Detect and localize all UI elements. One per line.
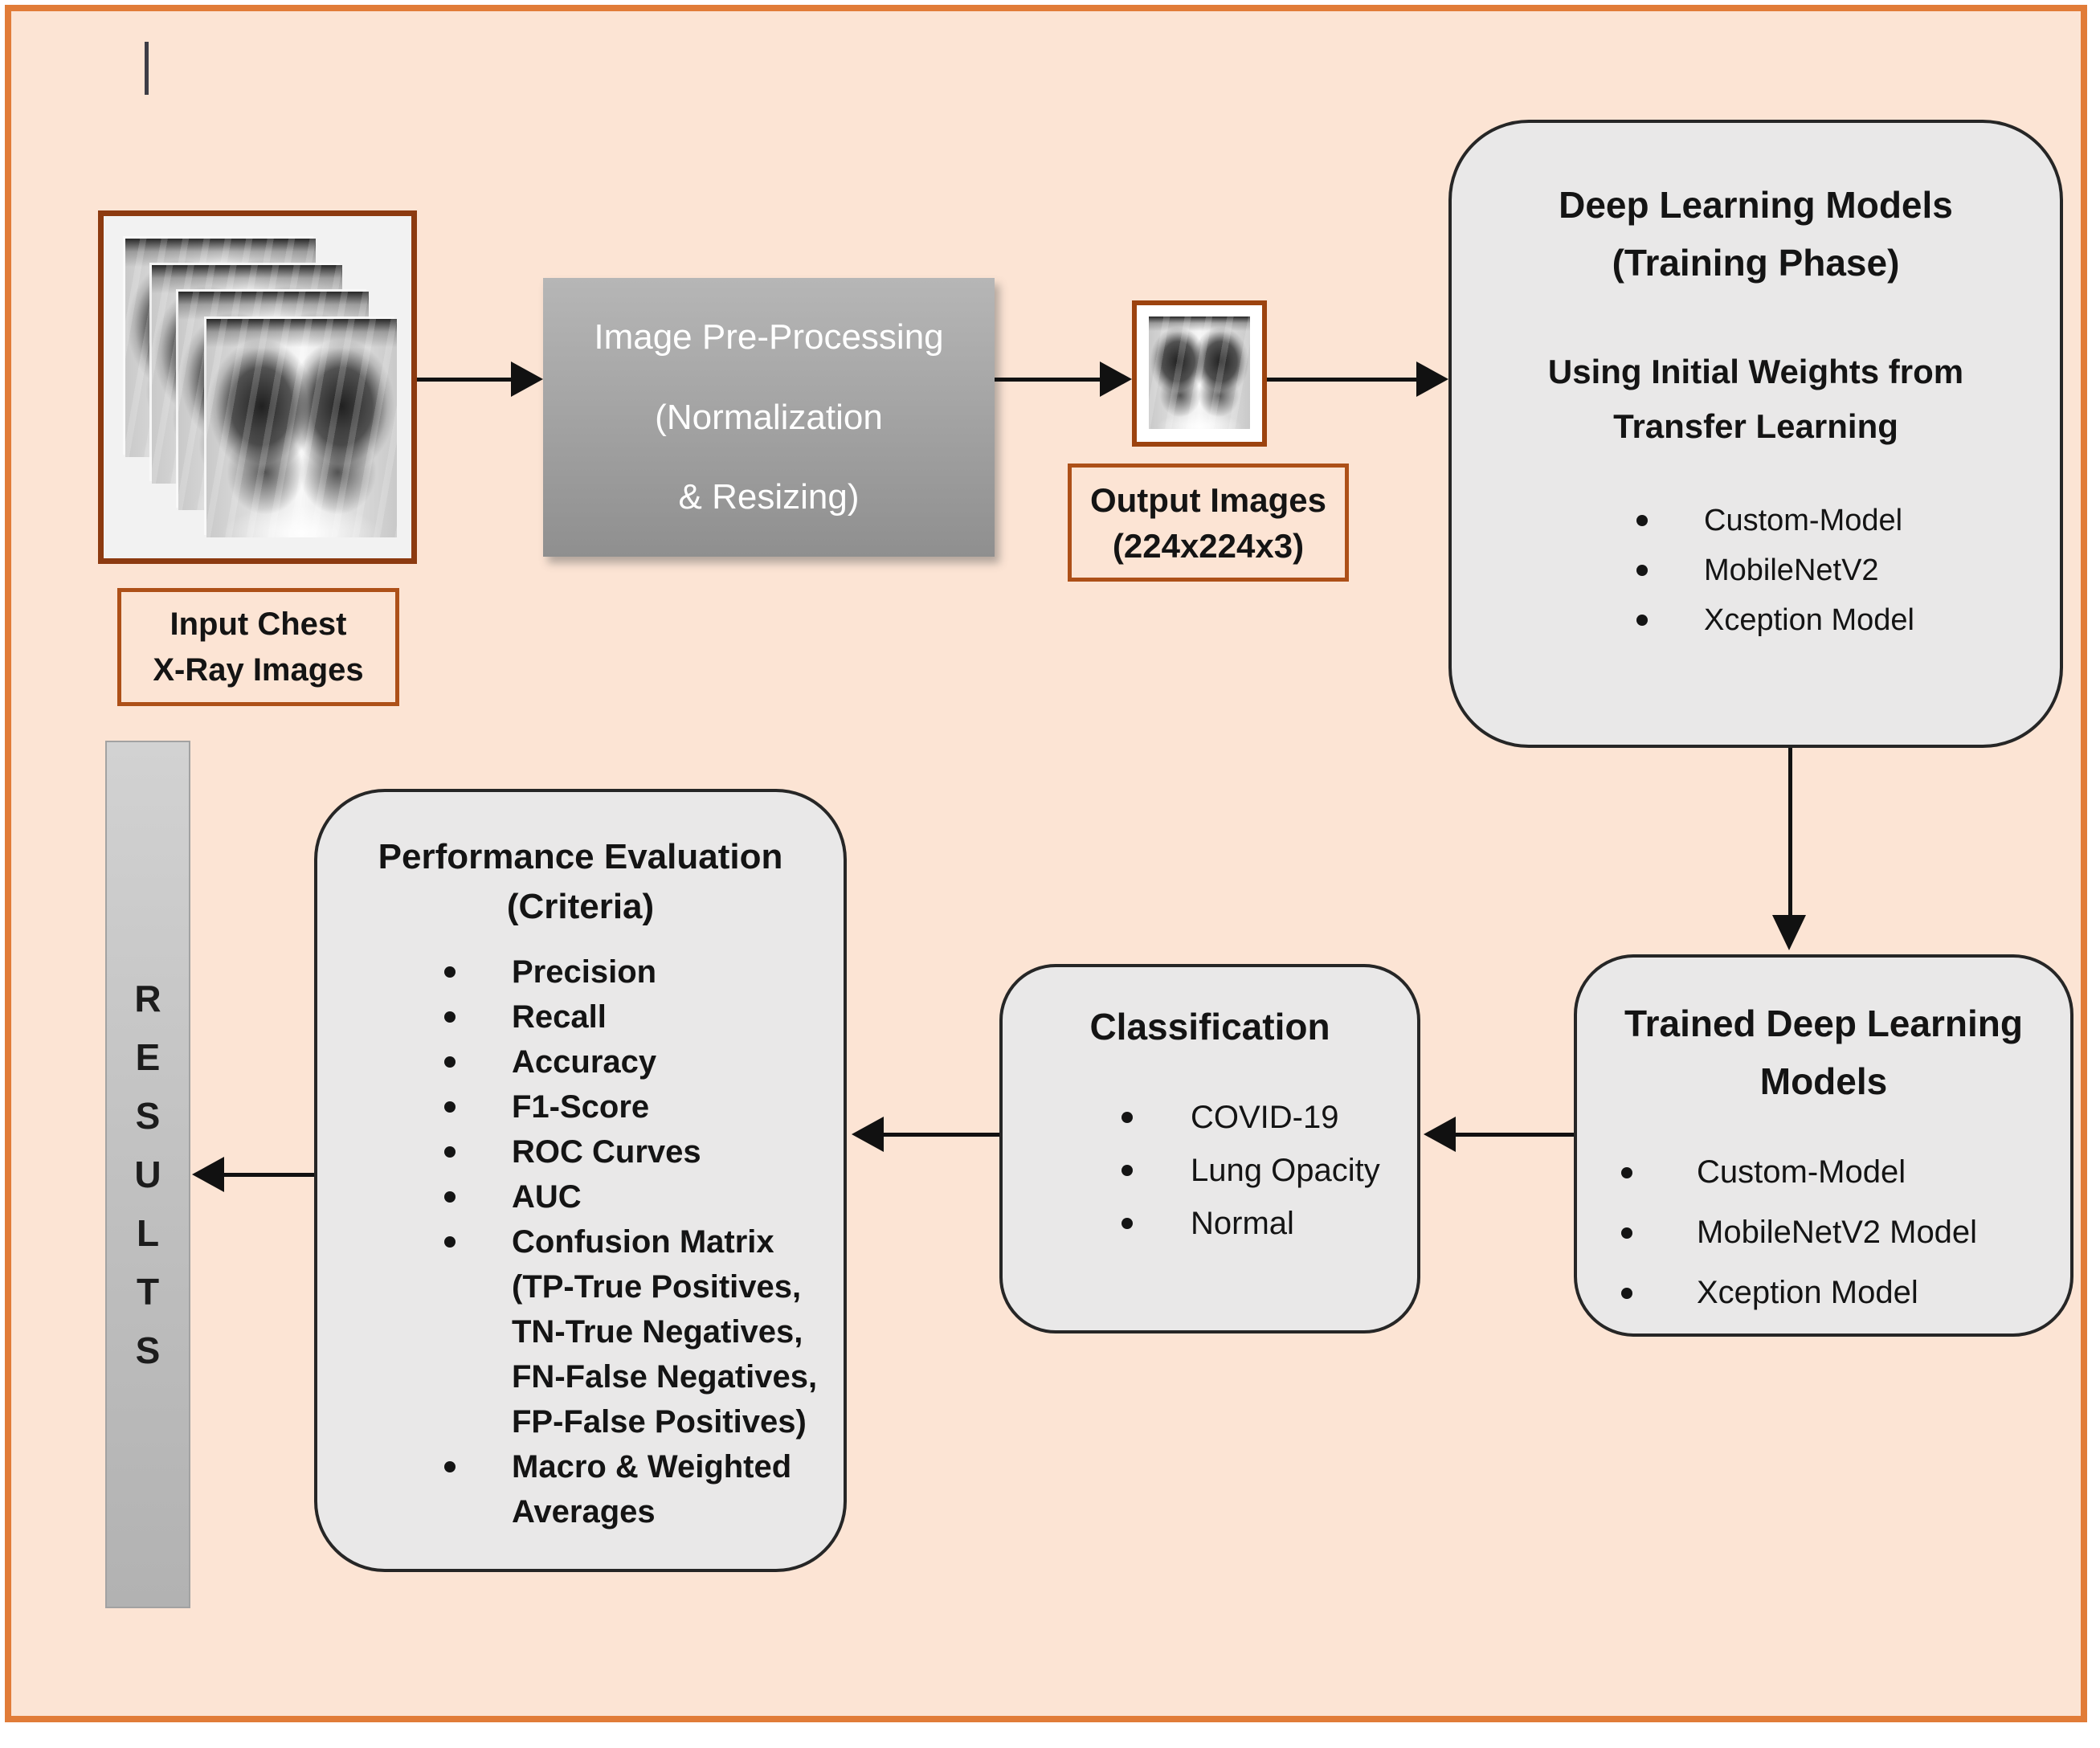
arrow-performance-to-results — [192, 1157, 314, 1192]
results-letter: U — [134, 1154, 161, 1195]
results-letter: T — [136, 1271, 160, 1313]
list-item: MobileNetV2 Model — [1621, 1203, 2070, 1263]
list-item: Xception Model — [1621, 1263, 2070, 1323]
text-cursor — [145, 42, 149, 95]
list-item: Confusion Matrix — [317, 1219, 844, 1264]
results-letter: S — [135, 1329, 161, 1371]
list-item: Xception Model — [1636, 595, 2060, 645]
deep-learning-models-box — [1448, 120, 2063, 748]
input-xray-stack-frame — [98, 210, 417, 564]
classification-list — [1003, 1091, 1417, 1250]
dl-subtitle-line2: Transfer Learning — [1613, 407, 1898, 445]
preprocessing-box — [543, 278, 995, 557]
results-bar — [105, 741, 190, 1608]
arrow-dl-to-trained — [1772, 748, 1808, 950]
list-item: COVID-19 — [1121, 1091, 1417, 1144]
list-item-continuation: FN-False Negatives, — [512, 1359, 818, 1395]
classification-box — [999, 964, 1420, 1333]
list-item-continuation: FP-False Positives) — [512, 1404, 807, 1440]
list-item: Accuracy — [317, 1039, 844, 1084]
trained-title-line2: Models — [1759, 1060, 1888, 1102]
output-xray-frame — [1132, 300, 1267, 447]
dl-title-line2: (Training Phase) — [1612, 242, 1900, 284]
list-item: Normal — [1121, 1197, 1417, 1250]
preprocessing-line1: Image Pre-Processing — [594, 317, 944, 357]
arrow-trained-to-classification — [1424, 1117, 1574, 1152]
output-label-line2: (224x224x3) — [1112, 526, 1305, 565]
results-letter: L — [136, 1212, 160, 1254]
arrow-output-to-dl-models — [1267, 361, 1448, 397]
output-label-line1: Output Images — [1089, 480, 1327, 519]
dl-model-list — [1452, 496, 2060, 645]
list-item: Custom-Model — [1621, 1142, 2070, 1203]
list-item: Lung Opacity — [1121, 1144, 1417, 1197]
performance-title-line1: Performance Evaluation — [378, 837, 783, 876]
chest-xray-thumbnail — [206, 319, 397, 537]
list-item-continuation: Averages — [512, 1494, 656, 1530]
dl-subtitle-line1: Using Initial Weights from — [1547, 353, 1964, 390]
arrow-preprocessing-to-output — [995, 361, 1132, 397]
performance-evaluation-box — [314, 789, 847, 1572]
input-label-line1: Input Chest — [170, 606, 347, 642]
results-letter: S — [135, 1095, 161, 1137]
preprocessing-line3: & Resizing) — [678, 476, 860, 517]
list-item: ROC Curves — [317, 1129, 844, 1174]
classification-title: Classification — [1089, 1006, 1330, 1048]
chest-xray-thumbnail — [1149, 317, 1250, 429]
preprocessing-line2: (Normalization — [655, 397, 883, 437]
list-item: AUC — [317, 1174, 844, 1219]
list-item: Recall — [317, 994, 844, 1039]
input-label-box — [117, 588, 399, 706]
list-item-continuation: (TP-True Positives, — [512, 1269, 802, 1305]
flowchart-canvas — [5, 5, 2087, 1722]
results-letter: E — [135, 1036, 161, 1078]
list-item: Macro & Weighted — [317, 1444, 844, 1489]
output-label-box — [1068, 464, 1349, 582]
trained-title-line1: Trained Deep Learning — [1624, 1003, 2023, 1044]
trained-models-box — [1574, 954, 2073, 1337]
input-label-line2: X-Ray Images — [153, 651, 364, 688]
list-item: Custom-Model — [1636, 496, 2060, 545]
list-item: Precision — [317, 950, 844, 994]
trained-model-list — [1577, 1142, 2070, 1323]
list-item: F1-Score — [317, 1084, 844, 1129]
list-item-continuation: TN-True Negatives, — [512, 1314, 803, 1350]
arrow-classification-to-performance — [852, 1117, 999, 1152]
dl-title-line1: Deep Learning Models — [1559, 184, 1953, 226]
performance-criteria-list — [317, 950, 844, 1534]
arrow-input-to-preprocessing — [417, 361, 543, 397]
list-item: MobileNetV2 — [1636, 545, 2060, 595]
performance-title-line2: (Criteria) — [506, 887, 655, 926]
results-letter: R — [134, 978, 161, 1019]
